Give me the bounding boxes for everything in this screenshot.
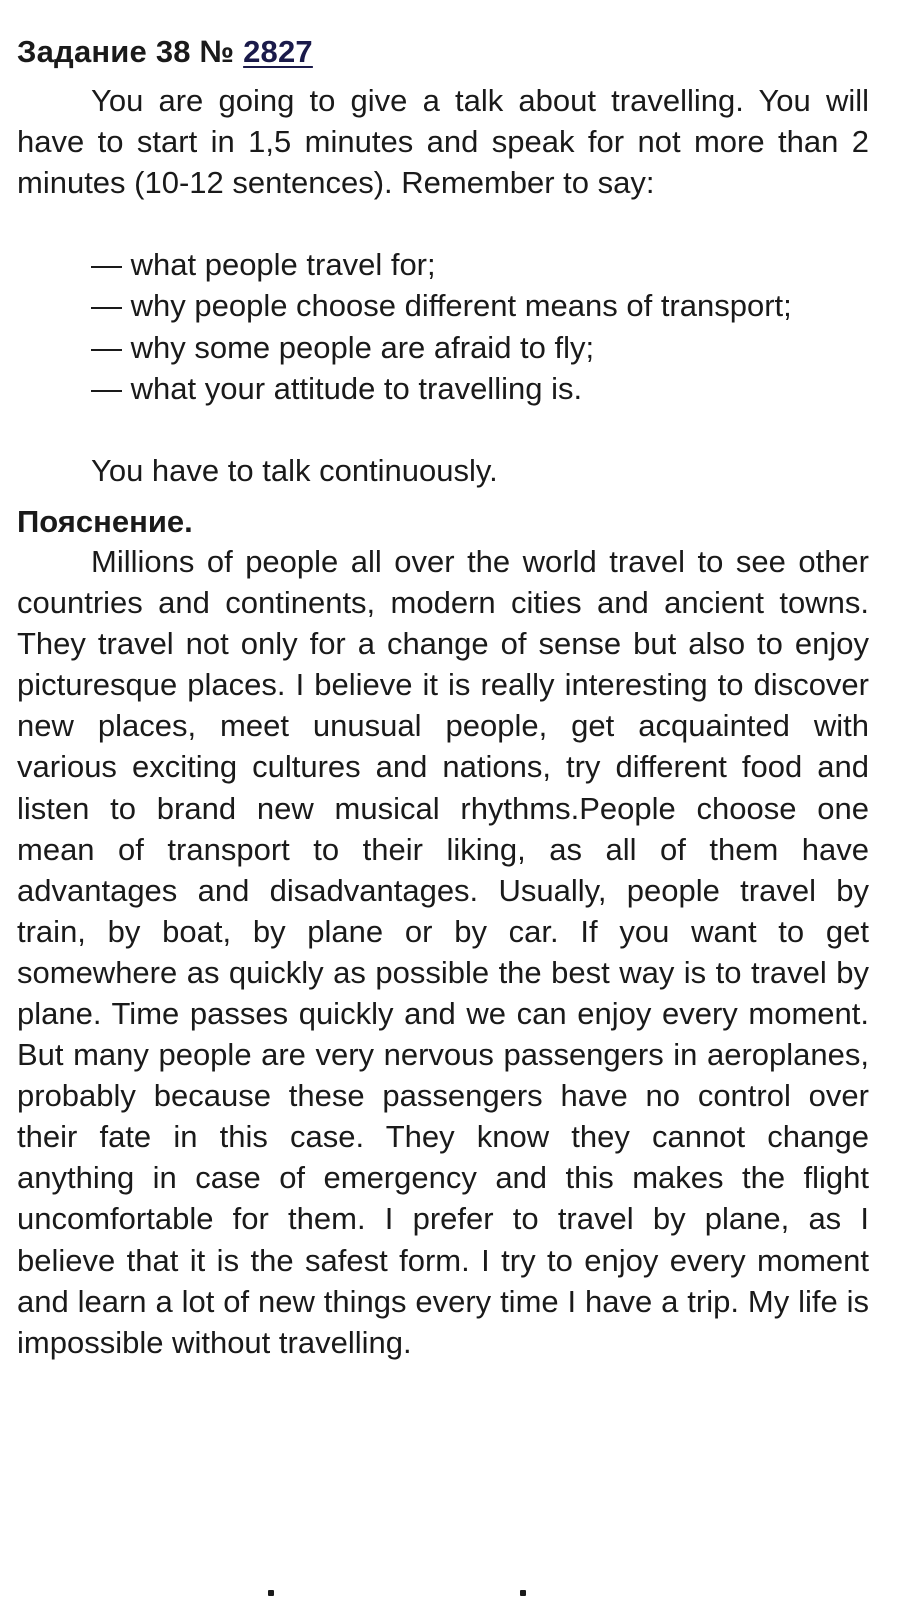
prompt-intro: You are going to give a talk about travelling. You will have to start in 1,5 minutes and speak for not more than 2 minutes (10-12 sentences). Remember to say: bbox=[17, 83, 869, 201]
prompt-point-3: — why some people are afraid to fly; bbox=[91, 329, 595, 365]
prompt-point-4: — what your attitude to travelling is. bbox=[91, 370, 583, 406]
prompt-closing: You have to talk continuously. bbox=[91, 452, 498, 488]
task-page bbox=[17, 30, 869, 1363]
task-label: Задание 38 № bbox=[17, 34, 235, 69]
task-header bbox=[17, 30, 869, 74]
spacer bbox=[17, 409, 869, 450]
task-prompt bbox=[17, 80, 869, 491]
cropped-text-fragment bbox=[0, 1590, 916, 1598]
task-number-link[interactable]: 2827 bbox=[243, 34, 313, 69]
explanation-section bbox=[17, 503, 869, 1363]
explanation-title: Пояснение. bbox=[17, 503, 193, 539]
prompt-point-2: — why people choose different means of transport; bbox=[91, 288, 792, 324]
explanation-text: Millions of people all over the world travel to see other countries and continents, modern cities and ancient towns. They travel not only for a change of sense but also to enjoy picturesque places. I believe it is really interesting to discover new places, meet unusual people, get acquainted with various exciting cultures and nations, try different food and listen to brand new musical rhythms.People choose one mean of transport to their liking, as all of them have advantages and disadvantages. Usually, people travel by train, by boat, by plane or by car. If you want to get somewhere as quickly as possible the best way is to travel by plane. Time passes quickly and we can enjoy every moment. But many people are very nervous passengers in aeroplanes, probably because these passengers have no control over their fate in this case. They know they cannot change anything in case of emergency and this makes the flight uncomfortable for them. I prefer to travel by plane, as I believe that it is the safest form. I try to enjoy every moment and learn a lot of new things every time I have a trip. My life is impossible without travelling. bbox=[17, 543, 869, 1360]
spacer bbox=[17, 203, 869, 244]
prompt-point-1: — what people travel for; bbox=[91, 247, 436, 283]
